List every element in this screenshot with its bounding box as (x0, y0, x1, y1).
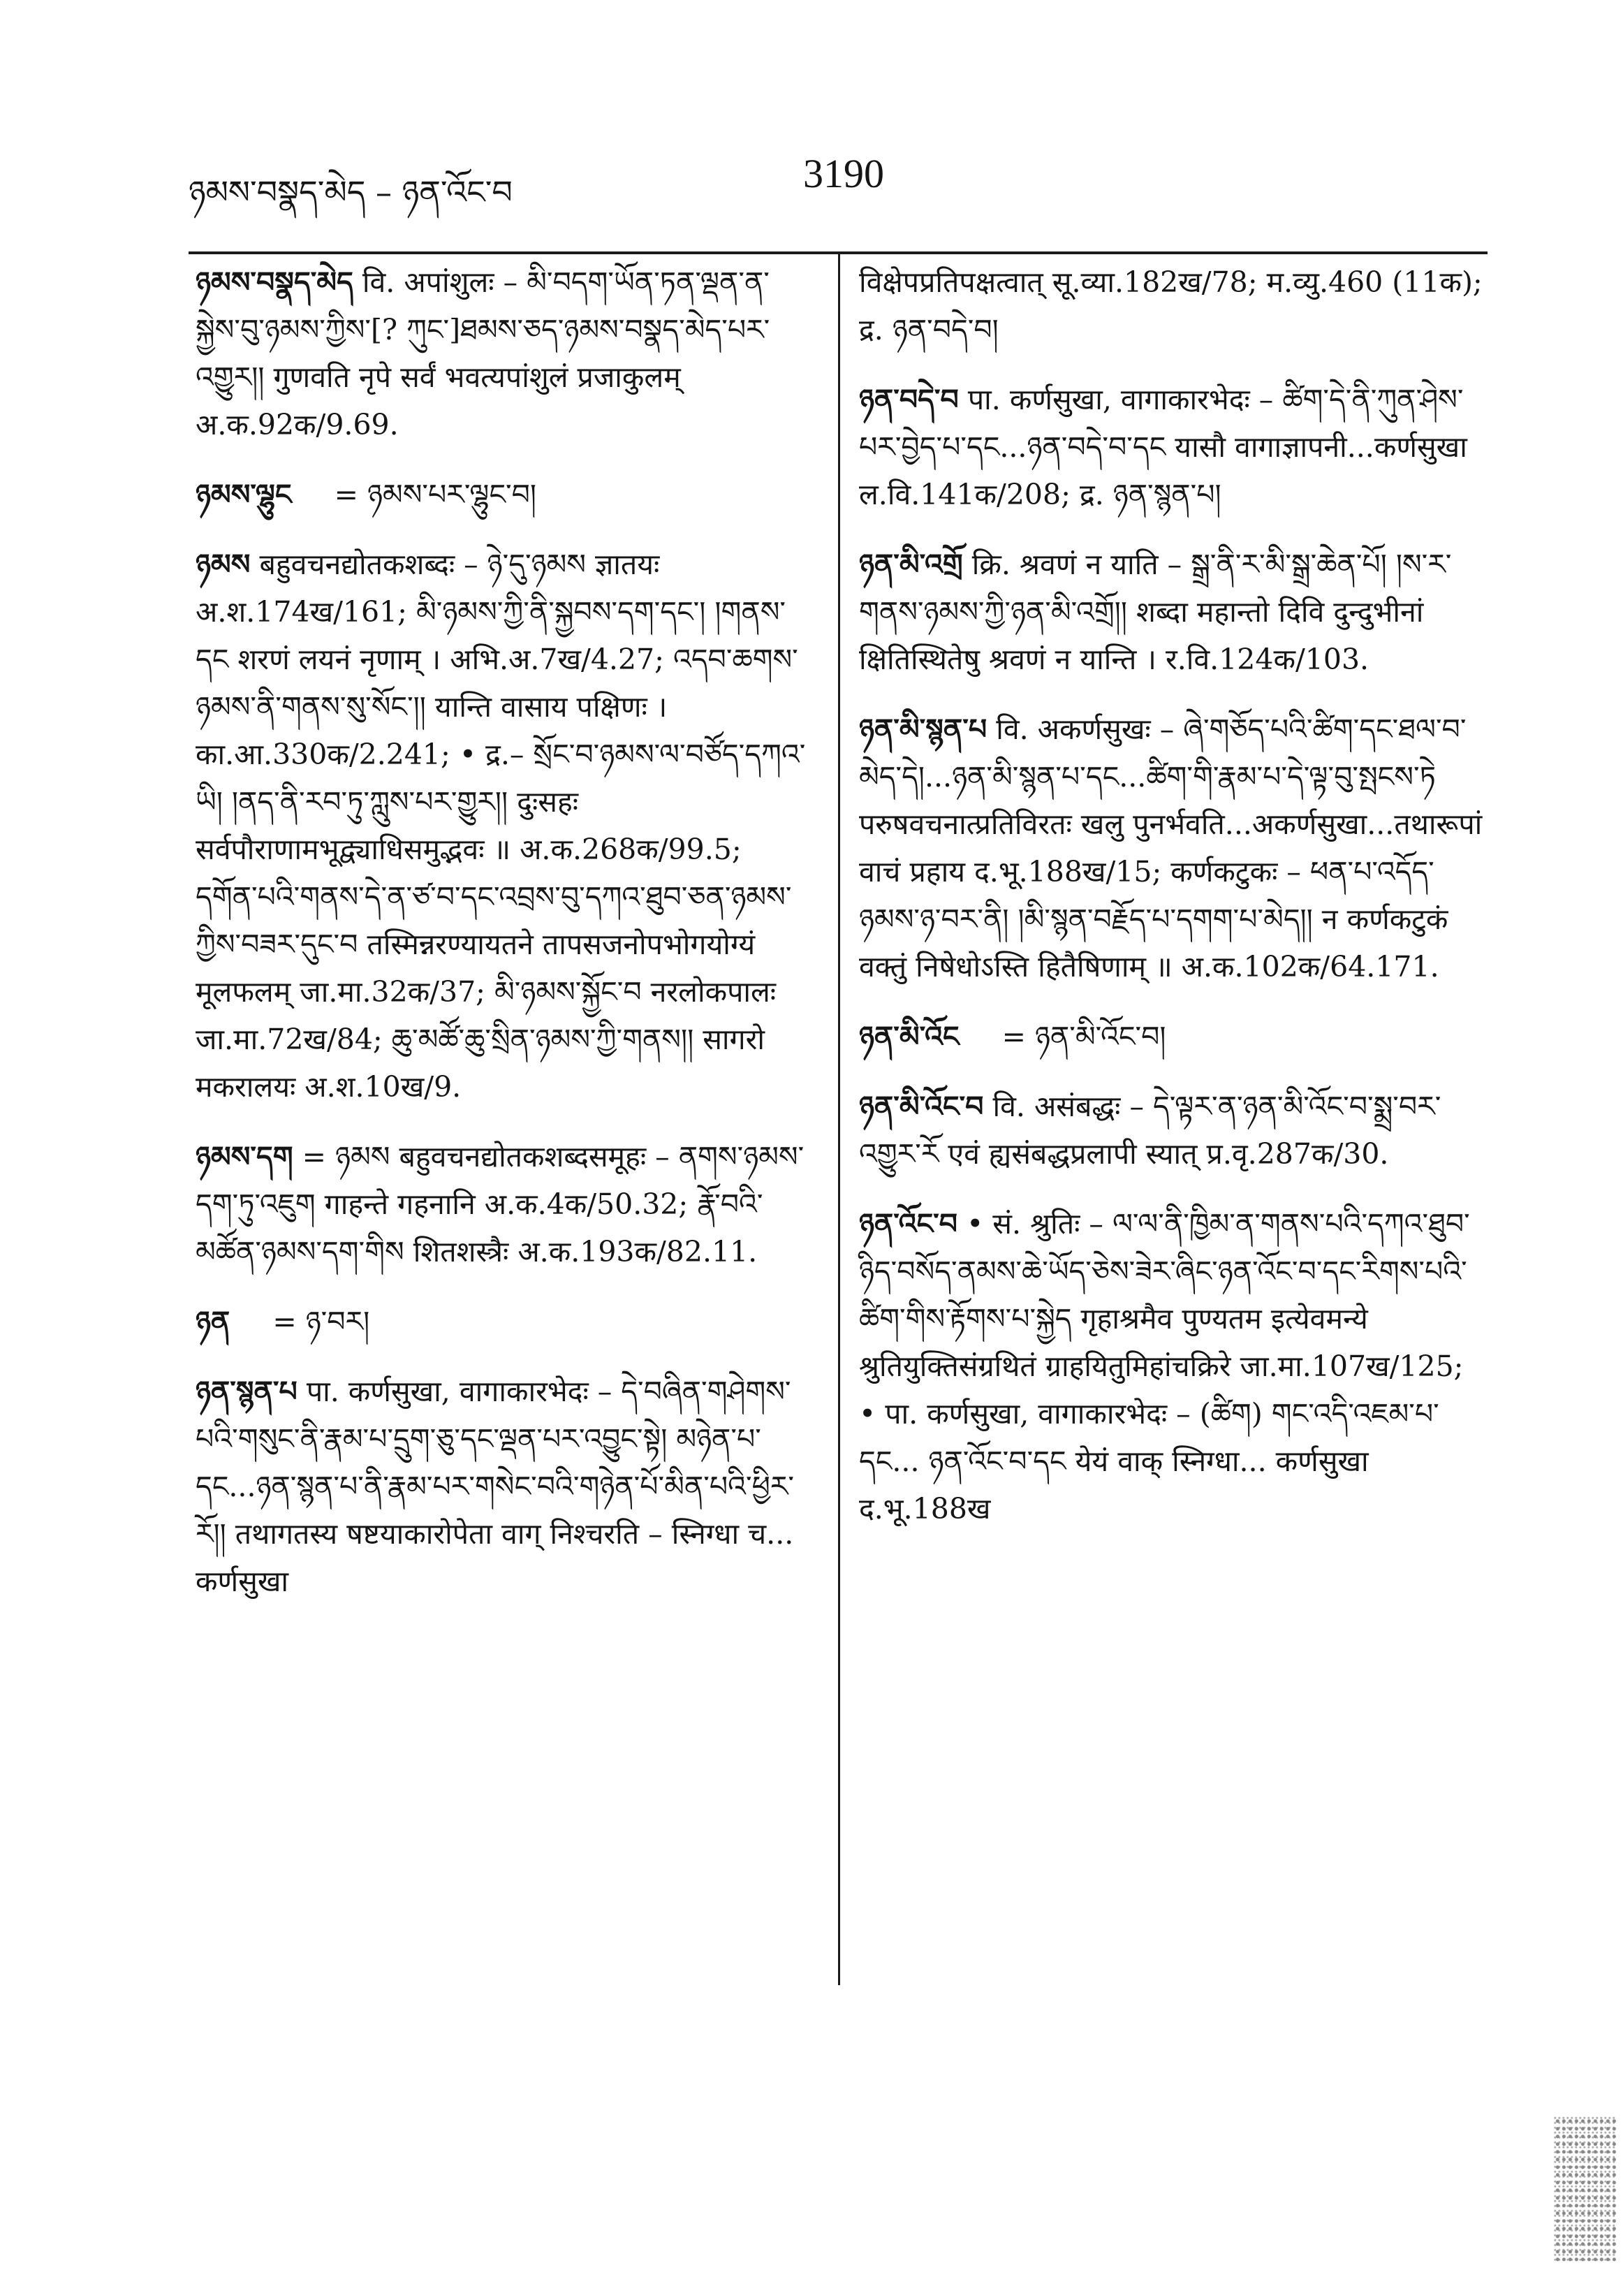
entry-body: वि. अकर्णसुखः – ཞེ་གཅོད་པའི་ཚིག་དང་ཐལ་བ་མེད་དེ།...ཉན་མི་སྙན་པ་དང...ཚིག་གི་རྣམ་པ་དེ་ལྟ་བུ་སྤངས་ཏེ परुषवचनात्प्रतिविरतः खलु पुनर्भवति...अकर्णसुखा...तथारूपां वाचं प्रहाय द.भू.188ख/15; कर्णकटुकः – ཕན་པ་འདོད་ཉམས་ཉ་བར་ནི། །མི་སྙན་བརྗོད་པ་དགག་པ་མེད།། न कर्णकटुकं वक्तुं निषेधोऽस्ति हितैषिणाम् ॥ अ.क.102क/64.171. (859, 712, 1483, 984)
headword: ཉན་མི་འོང (859, 1020, 960, 1053)
dictionary-entry (196, 1298, 810, 1345)
headword: ཉན (196, 1305, 230, 1338)
scan-noise (1554, 2116, 1617, 2263)
entry-body: • सं. श्रुतिः – ལ་ལ་ནི་ཁྱིམ་ན་གནས་པའི་དཀའ་ཐུབ་ཉིད་བསོད་ནམས་ཆེ་ཡོད་ཅེས་ཟེར་ཞིང་ཉན་འོང་བ་དང་རིགས་པའི་ཚིག་གིས་རྟོགས་པ་སྐྱེད गृहाश्रमैव पुण्यतम इत्येवमन्ये श्रुतियुक्तिसंग्रथितं ग्राहयितुमिहांचक्रिरे जा.मा.107ख/125; • पा. कर्णसुखा, वागाकारभेदः – (ཚིག) གང་འདི་འཇམ་པ་དང... ཉན་འོང་བ་དང येयं वाक् स्निग्धा... कर्णसुखा द.भू.188ख (859, 1207, 1470, 1526)
headword: ཉམས་དག (196, 1140, 293, 1173)
entry-body: = ཉམས་པར་ལྷུང་བ། (334, 478, 536, 511)
dictionary-entry (196, 541, 810, 1111)
headword: ཉན་མི་འོང་བ (859, 1090, 984, 1123)
left-column (196, 258, 810, 1628)
headword: ཉན་བདེ་བ (859, 383, 959, 416)
dictionary-entry (859, 1083, 1488, 1178)
entry-body: वि. असंबद्धः – དེ་ལྟར་ན་ཉན་མི་འོང་བ་སྨྲ་བར་འགྱུར་རོ एवं ह्यसंबद्धप्रलापी स्यात् प्र.वृ.287क/30. (859, 1090, 1441, 1171)
dictionary-entry (196, 258, 810, 448)
running-head: ཉམས་བསྣད་མེད – ཉན་འོང་བ (189, 173, 513, 211)
dictionary-entry (196, 471, 810, 518)
dictionary-entry (859, 705, 1488, 990)
headword: ཉམས་ལྷུང (196, 478, 292, 511)
dictionary-entry (859, 1013, 1488, 1060)
entry-body: पा. कर्णसुखा, वागाकारभेदः – དེ་བཞིན་གཤེགས་པའི་གསུང་ནི་རྣམ་པ་དྲུག་ཅུ་དང་ལྡན་པར་འབྱུང་སྟེ། མཉེན་པ་དང...ཉན་སྙན་པ་ནི་རྣམ་པར་གསེང་བའི་གཉེན་པོ་མིན་པའི་ཕྱིར་རོ།། तथागतस्य षष्टयाकारोपेता वाग् निश्चरति – स्निग्धा च... कर्णसुखा (196, 1375, 795, 1598)
headword: ཉན་སྙན་པ (196, 1375, 298, 1408)
entry-body: = ཉམས बहुवचनद्योतकशब्दसमूहः – ནགས་ཉམས་དག་ཏུ་འཇུག गाहन्ते गहनानि अ.क.4क/50.32; རྣོ་བའི་མཚོན་ཉམས་དག་གིས शितशस्त्रैः अ.क.193क/82.11. (196, 1140, 805, 1268)
entry-body: = ཉན་མི་འོང་བ། (1001, 1020, 1166, 1053)
entry-body: विक्षेपप्रतिपक्षत्वात् सू.व्या.182ख/78; म.व्यु.460 (11क); द्र. ཉན་བདེ་བ། (859, 265, 1483, 346)
entry-body: वि. अपांशुलः – མི་བདག་ཡོན་ཏན་ལྡན་ན་སྐྱེས་བུ་ཉམས་ཀྱིས་[? ཀུང་]ཐམས་ཅད་ཉམས་བསྣད་མེད་པར་འགྱུར།། गुणवति नृपे सर्वं भवत्यपांशुलं प्रजाकुलम् अ.क.92क/9.69. (196, 265, 770, 441)
column-divider (838, 253, 840, 1985)
dictionary-entry (859, 1200, 1488, 1533)
headword: ཉམས་བསྣད་མེད (196, 265, 353, 299)
headword: ཉམས (196, 548, 251, 581)
dictionary-entry (859, 258, 1488, 353)
headword: ཉན་མི་འགྲོ (859, 548, 963, 581)
entry-body: पा. कर्णसुखा, वागाकारभेदः – ཚིག་དེ་ནི་ཀུན་ཤེས་པར་བྱེད་པ་དང...ཉན་བདེ་བ་དང यासौ वागाज्ञापनी...कर्णसुखा ल.वि.141क/208; द्र. ཉན་སྙན་པ། (859, 383, 1467, 511)
entry-body: = ཉ་བར། (272, 1305, 370, 1338)
dictionary-entry (859, 376, 1488, 518)
headword: ཉན་མི་སྙན་པ (859, 712, 987, 746)
entry-body: क्रि. श्रवणं न याति – སྒྲ་ནི་ཪ་མི་སྒྲ་ཆེན་པོ། །ས་ར་གནས་ཉམས་ཀྱི་ཉན་མི་འགྲོ།། शब्दा महान्तो दिवि दुन्दुभीनां क्षितिस्थितेषु श्रवणं न यान्ति । र.वि.124क/103. (859, 548, 1452, 676)
right-column (859, 258, 1488, 1555)
dictionary-entry (859, 541, 1488, 683)
page-number: 3190 (803, 151, 884, 196)
entry-body: बहुवचनद्योतकशब्दः – ཉེ་དུ་ཉམས ज्ञातयः अ.श.174ख/161; མི་ཉམས་ཀྱི་ནི་སྐྱབས་དག་དང་། །གནས་དང शरणं लयनं नृणाम् । अभि.अ.7ख/4.27; འདབ་ཆགས་ཉམས་ནི་གནས་སུ་སོང་།། यान्ति वासाय पक्षिणः । का.आ.330क/2.241; • द्र.– སྲོང་བ་ཉམས་ལ་བཙོད་དཀའ་ཡི། །ནད་ནི་རབ་ཏུ་ཀླུས་པར་གྱུར།། दुःसहः सर्वपौराणामभूद्व्याधिसमुद्भवः ॥ अ.क.268क/99.5; དགོན་པའི་གནས་དེ་ན་ཙ་བ་དང་འབྲས་བུ་དཀའ་ཐུབ་ཅན་ཉམས་ཀྱིས་བཟར་དུང་བ तस्मिन्नरण्यायतने तापसजनोपभोगयोग्यं मूलफलम् जा.मा.32क/37; མི་ཉམས་སྐྱོང་བ नरलोकपालः जा.मा.72ख/84; ཆུ་མཚོ་ཆུ་སྲིན་ཉམས་ཀྱི་གནས།། सागरो मकरालयः अ.श.10ख/9. (196, 548, 806, 1104)
dictionary-entry (196, 1368, 810, 1605)
dictionary-entry (196, 1133, 810, 1275)
page-header (189, 150, 1488, 211)
headword: ཉན་འོང་བ (859, 1207, 958, 1241)
